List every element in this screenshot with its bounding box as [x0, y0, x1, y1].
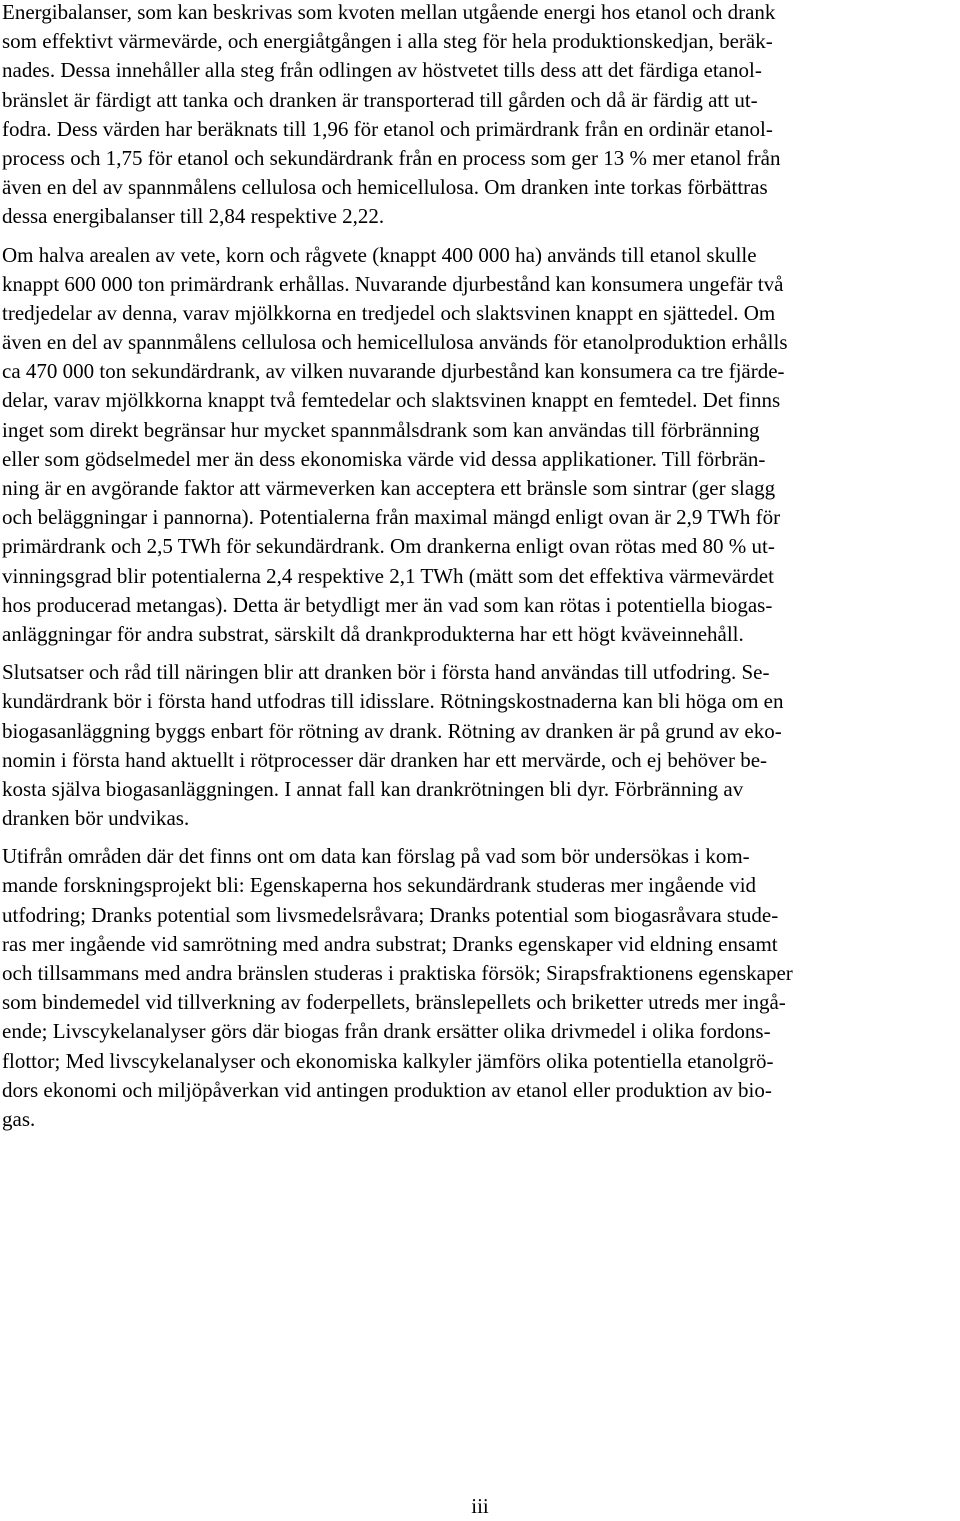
text-line: utfodring; Dranks potential som livsmedelsråvara; Dranks potential som biogasråvara stude-	[2, 902, 779, 927]
text-line: gas.	[2, 1106, 36, 1131]
paragraph-conclusions	[2, 658, 958, 833]
text-line: nomin i första hand aktuellt i rötprocesser där dranken har ett mervärde, och ej behöver be-	[2, 747, 768, 772]
paragraph-spacer	[2, 833, 958, 842]
text-line: och tillsammans med andra bränslen studeras i praktiska försök; Sirapsfraktionens egenskaper	[2, 961, 793, 985]
text-line: dessa energibalanser till 2,84 respektive 2,22.	[2, 204, 385, 229]
text-line: knappt 600 000 ton primärdrank erhållas. Nuvarande djurbestånd kan konsumera ungefär två	[2, 271, 784, 296]
text-line: och beläggningar i pannorna). Potentialerna från maximal mängd enligt ovan är 2,9 TWh för	[2, 505, 781, 530]
paragraph-potentials	[2, 241, 958, 650]
text-line: eller som gödselmedel mer än dess ekonomiska värde vid dessa applikationer. Till förbrän-	[2, 446, 766, 471]
text-line: Slutsatser och råd till näringen blir att dranken bör i första hand användas till utfodring. Se-	[2, 660, 770, 685]
text-line: flottor; Med livscykelanalyser och ekonomiska kalkyler jämförs olika potentiella etanolgrö-	[2, 1048, 774, 1073]
text-line: dranken bör undvikas.	[2, 806, 190, 831]
body-text	[2, 0, 958, 1134]
text-line: delar, varav mjölkkorna knappt två femtedelar och slaktsvinen knappt en femtedel. Det finns	[2, 388, 781, 413]
text-line: primärdrank och 2,5 TWh för sekundärdrank. Om drankerna enligt ovan rötas med 80 % ut-	[2, 534, 775, 559]
paragraph-spacer	[2, 232, 958, 241]
text-line: bränslet är färdigt att tanka och dranken är transporterad till gården och då är färdig att ut-	[2, 87, 758, 112]
text-line: fodra. Dess värden har beräknats till 1,96 för etanol och primärdrank från en ordinär etanol-	[2, 116, 773, 141]
text-line: som bindemedel vid tillverkning av foderpellets, bränslepellets och briketter utreds mer ingå-	[2, 990, 786, 1015]
text-line: inget som direkt begränsar hur mycket spannmålsdrank som kan användas till förbränning	[2, 417, 760, 442]
page-number: iii	[471, 1494, 489, 1518]
text-line: vinningsgrad blir potentialerna 2,4 respektive 2,1 TWh (mätt som det effektiva värmevärdet	[2, 563, 774, 588]
paragraph-energy-balances	[2, 0, 958, 232]
text-line: anläggningar för andra substrat, särskilt då drankprodukterna har ett högt kväveinnehåll.	[2, 621, 744, 646]
text-line: process och 1,75 för etanol och sekundärdrank från en process som ger 13 % mer etanol från	[2, 145, 781, 170]
paragraph-spacer	[2, 649, 958, 658]
text-line: mande forskningsprojekt bli: Egenskaperna hos sekundärdrank studeras mer ingående vid	[2, 873, 757, 898]
text-line: Energibalanser, som kan beskrivas som kvoten mellan utgående energi hos etanol och drank	[2, 0, 776, 24]
text-line: Utifrån områden där det finns ont om data kan förslag på vad som bör undersökas i kom-	[2, 844, 750, 869]
text-line: ras mer ingående vid samrötning med andra substrat; Dranks egenskaper vid eldning ensamt	[2, 931, 778, 956]
text-line: dors ekonomi och miljöpåverkan vid antingen produktion av etanol eller produktion av bio-	[2, 1077, 772, 1102]
text-line: även en del av spannmålens cellulosa och hemicellulosa. Om dranken inte torkas förbättras	[2, 175, 768, 200]
text-line: nades. Dessa innehåller alla steg från odlingen av höstvetet tills dess att det färdiga etanol-	[2, 58, 762, 83]
text-line: hos producerad metangas). Detta är betydligt mer än vad som kan rötas i potentiella biogas-	[2, 592, 773, 617]
paragraph-future-research	[2, 842, 958, 1134]
text-line: ca 470 000 ton sekundärdrank, av vilken nuvarande djurbestånd kan konsumera ca tre fjärde-	[2, 359, 785, 384]
text-line: ning är en avgörande faktor att värmeverken kan acceptera ett bränsle som sintrar (ger slagg	[2, 476, 776, 500]
text-line: kundärdrank bör i första hand utfodras till idisslare. Rötningskostnaderna kan bli höga om en	[2, 689, 784, 714]
text-line: biogasanläggning byggs enbart för rötning av drank. Rötning av dranken är på grund av eko-	[2, 718, 782, 743]
text-line: ende; Livscykelanalyser görs där biogas från drank ersätter olika drivmedel i olika fordons-	[2, 1019, 771, 1044]
text-line: tredjedelar av denna, varav mjölkkorna en tredjedel och slaktsvinen knappt en sjättedel. Om	[2, 300, 776, 325]
text-line: även en del av spannmålens cellulosa och hemicellulosa används för etanolproduktion erhålls	[2, 330, 788, 355]
text-line: Om halva arealen av vete, korn och rågvete (knappt 400 000 ha) används till etanol skulle	[2, 242, 757, 267]
text-line: kosta själva biogasanläggningen. I annat fall kan drankrötningen bli dyr. Förbränning av	[2, 776, 744, 801]
text-line: som effektivt värmevärde, och energiåtgången i alla steg för hela produktionskedjan, beräk-	[2, 29, 773, 54]
